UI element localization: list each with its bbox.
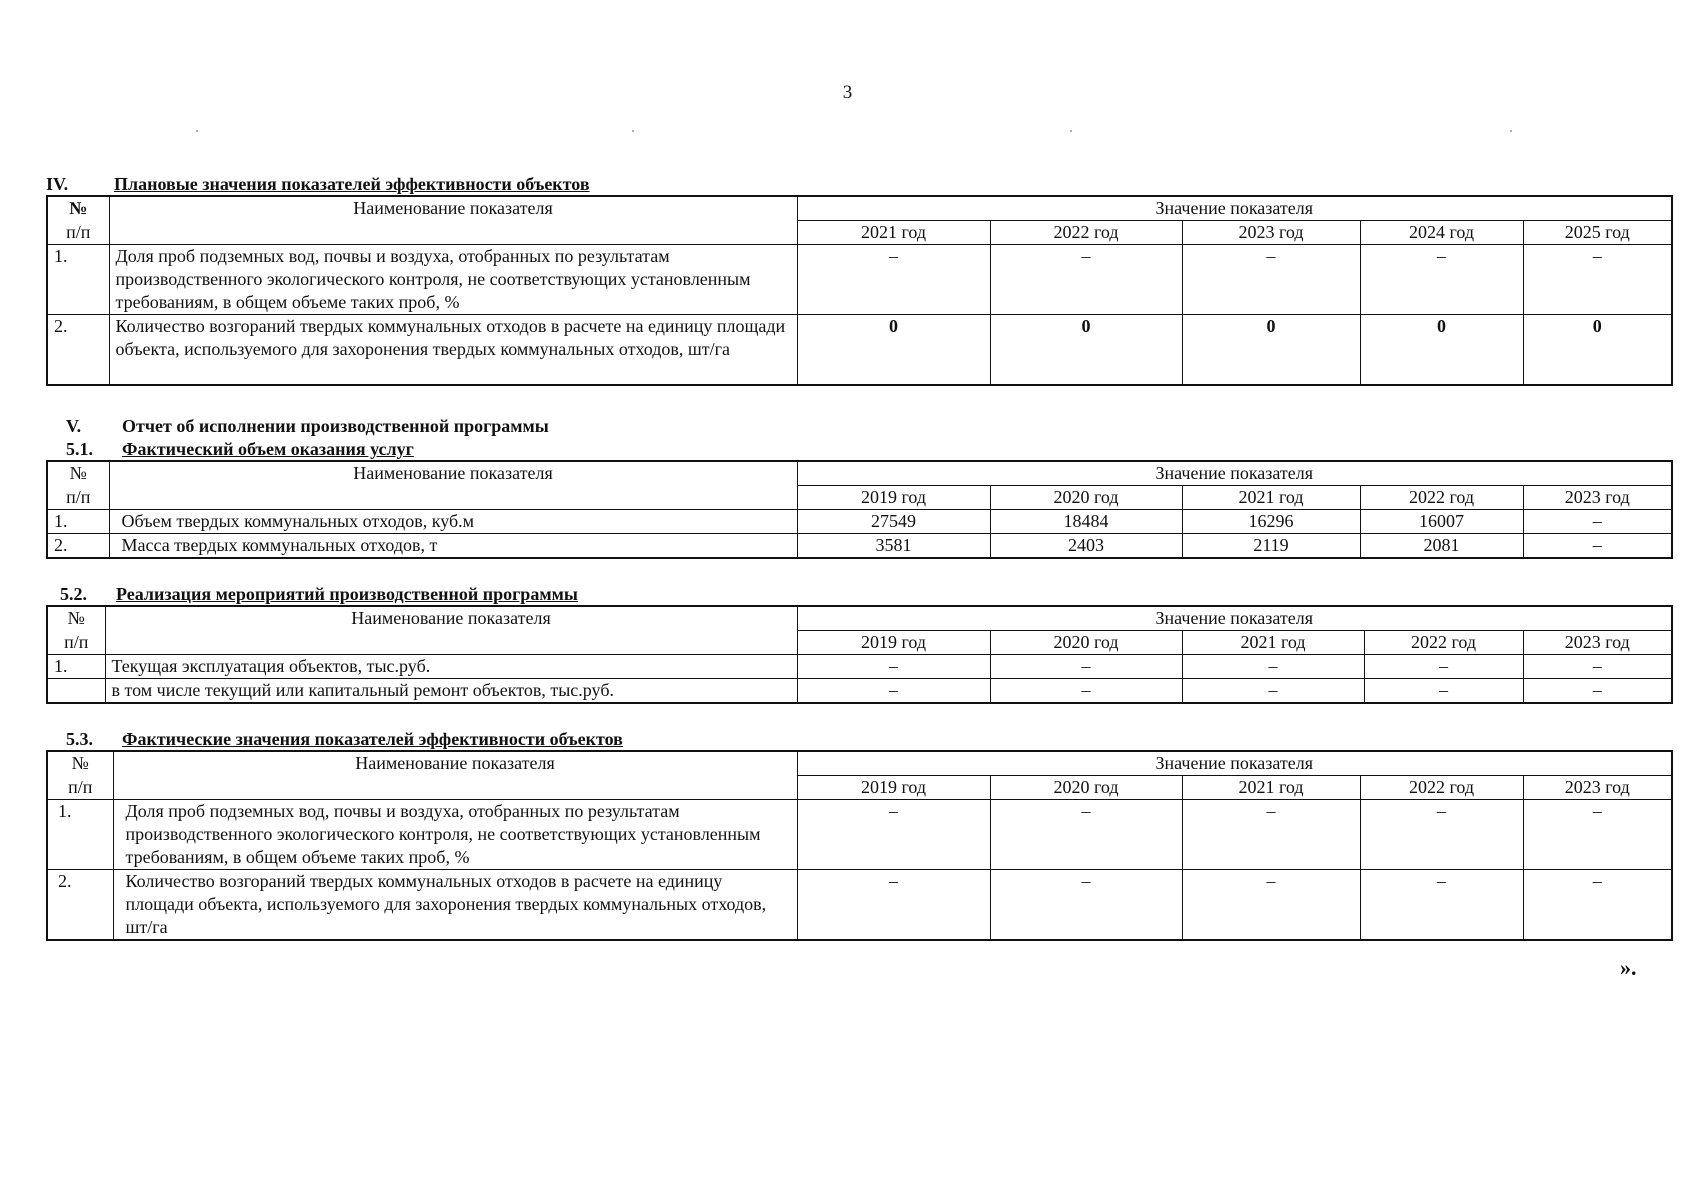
row-value: – <box>990 679 1182 704</box>
section-number: 5.3. <box>66 729 93 749</box>
section-title: Фактические значения показателей эффективности объектов <box>122 729 623 749</box>
row-value: – <box>1523 655 1672 679</box>
section-5-3 <box>46 728 1658 941</box>
year-header: 2019 год <box>797 631 990 655</box>
col-no-header-2: п/п <box>47 486 109 510</box>
row-value: – <box>1523 534 1672 559</box>
col-no-header: № <box>47 461 109 486</box>
row-value: – <box>797 870 990 941</box>
row-value: – <box>1360 870 1523 941</box>
row-number: 2. <box>47 534 109 559</box>
table-row <box>47 655 1672 679</box>
table-row <box>47 534 1672 559</box>
section-title: Реализация мероприятий производственной программы <box>116 584 578 604</box>
row-value: 27549 <box>797 510 990 534</box>
col-name-header-2 <box>109 486 797 510</box>
col-value-header: Значение показателя <box>797 606 1672 631</box>
col-name-header: Наименование показателя <box>109 461 797 486</box>
row-value: – <box>1182 679 1364 704</box>
row-value: 0 <box>797 315 990 386</box>
page-number: 3 <box>842 82 853 103</box>
table-row <box>47 679 1672 704</box>
year-header: 2021 год <box>797 221 990 245</box>
row-value: 2119 <box>1182 534 1360 559</box>
row-name: Количество возгораний твердых коммунальных отходов в расчете на единицу площади объекта, используемого для захоронения твердых коммунальных отходов, шт/га <box>109 315 797 386</box>
row-value: – <box>990 655 1182 679</box>
row-number: 1. <box>47 800 113 870</box>
year-header: 2023 год <box>1523 631 1672 655</box>
row-value: 18484 <box>990 510 1182 534</box>
row-value: 0 <box>1360 315 1523 386</box>
year-header: 2025 год <box>1523 221 1672 245</box>
row-number: 2. <box>47 315 109 386</box>
row-number: 2. <box>47 870 113 941</box>
row-name: Доля проб подземных вод, почвы и воздуха, отобранных по результатам производственного экологического контроля, не соответствующих установленным требованиям, в общем объеме таких проб, % <box>109 245 797 315</box>
col-no-header-2: п/п <box>47 776 113 800</box>
year-header: 2019 год <box>797 486 990 510</box>
table-row <box>47 870 1672 941</box>
col-name-header: Наименование показателя <box>109 196 797 221</box>
scan-dot <box>1510 130 1512 132</box>
row-value: – <box>1523 510 1672 534</box>
scan-dot <box>196 130 198 132</box>
section-number: IV. <box>46 174 69 194</box>
section-5-3-heading <box>46 728 1658 750</box>
row-value: 3581 <box>797 534 990 559</box>
row-value: – <box>797 679 990 704</box>
row-value: – <box>990 245 1182 315</box>
col-no-header-2: п/п <box>47 221 109 245</box>
row-value: 0 <box>990 315 1182 386</box>
col-name-header-2 <box>109 221 797 245</box>
row-value: 2403 <box>990 534 1182 559</box>
year-header: 2019 год <box>797 776 990 800</box>
year-header: 2022 год <box>1360 486 1523 510</box>
row-value: – <box>1182 245 1360 315</box>
row-value: – <box>1364 679 1523 704</box>
col-value-header: Значение показателя <box>797 196 1672 221</box>
section-title: Плановые значения показателей эффективности объектов <box>114 174 590 194</box>
row-value: 16296 <box>1182 510 1360 534</box>
row-name: Объем твердых коммунальных отходов, куб.м <box>109 510 797 534</box>
section-number: V. <box>66 416 82 436</box>
section-5 <box>46 415 1658 437</box>
row-value: – <box>1360 245 1523 315</box>
section-number: 5.2. <box>60 584 87 604</box>
year-header: 2020 год <box>990 776 1182 800</box>
section-5-2-heading <box>46 583 1658 605</box>
col-no-header: № <box>47 751 113 776</box>
program-measures-table <box>46 605 1673 704</box>
actual-indicators-table <box>46 750 1673 941</box>
section-title: Отчет об исполнении производственной программы <box>122 416 549 436</box>
year-header: 2023 год <box>1523 776 1672 800</box>
row-value: 2081 <box>1360 534 1523 559</box>
col-no-header: № <box>47 606 105 631</box>
table-row <box>47 245 1672 315</box>
row-number <box>47 679 105 704</box>
row-value: – <box>1523 245 1672 315</box>
row-name: Количество возгораний твердых коммунальных отходов в расчете на единицу площади объекта, используемого для захоронения твердых коммунальных отходов, шт/га <box>113 870 797 941</box>
section-5-1-heading <box>46 438 1658 460</box>
row-name: Доля проб подземных вод, почвы и воздуха, отобранных по результатам производственного экологического контроля, не соответствующих установленным требованиям, в общем объеме таких проб, % <box>113 800 797 870</box>
year-header: 2023 год <box>1182 221 1360 245</box>
col-value-header: Значение показателя <box>797 461 1672 486</box>
col-name-header: Наименование показателя <box>105 606 797 631</box>
row-value: 0 <box>1523 315 1672 386</box>
section-5-2 <box>46 583 1658 704</box>
section-5-heading <box>46 415 1658 437</box>
row-value: – <box>1360 800 1523 870</box>
row-name: в том числе текущий или капитальный ремонт объектов, тыс.руб. <box>105 679 797 704</box>
section-4 <box>46 173 1658 386</box>
row-value: – <box>990 870 1182 941</box>
row-value: – <box>1523 800 1672 870</box>
year-header: 2022 год <box>1364 631 1523 655</box>
scan-dot <box>1070 130 1072 132</box>
year-header: 2020 год <box>990 631 1182 655</box>
closing-quote: ». <box>1620 955 1637 980</box>
year-header: 2021 год <box>1182 776 1360 800</box>
year-header: 2022 год <box>990 221 1182 245</box>
row-value: – <box>797 655 990 679</box>
row-number: 1. <box>47 655 105 679</box>
col-no-header-2: п/п <box>47 631 105 655</box>
row-value: – <box>797 245 990 315</box>
year-header: 2023 год <box>1523 486 1672 510</box>
col-name-header: Наименование показателя <box>113 751 797 776</box>
year-header: 2020 год <box>990 486 1182 510</box>
year-header: 2024 год <box>1360 221 1523 245</box>
row-number: 1. <box>47 510 109 534</box>
section-title: Фактический объем оказания услуг <box>122 439 414 459</box>
section-4-heading <box>46 173 1658 195</box>
row-value: – <box>797 800 990 870</box>
col-no-header: № <box>47 196 109 221</box>
row-number: 1. <box>47 245 109 315</box>
row-value: 16007 <box>1360 510 1523 534</box>
row-value: – <box>1523 870 1672 941</box>
row-value: – <box>1364 655 1523 679</box>
row-name: Масса твердых коммунальных отходов, т <box>109 534 797 559</box>
year-header: 2021 год <box>1182 631 1364 655</box>
actual-volume-table <box>46 460 1673 559</box>
table-row <box>47 800 1672 870</box>
row-value: – <box>990 800 1182 870</box>
row-value: – <box>1182 655 1364 679</box>
planned-indicators-table <box>46 195 1673 386</box>
table-row <box>47 510 1672 534</box>
row-value: – <box>1182 800 1360 870</box>
row-value: – <box>1523 679 1672 704</box>
scan-dot <box>632 130 634 132</box>
row-value: 0 <box>1182 315 1360 386</box>
section-5-1 <box>46 438 1658 559</box>
table-row <box>47 315 1672 386</box>
section-number: 5.1. <box>66 439 93 459</box>
row-name: Текущая эксплуатация объектов, тыс.руб. <box>105 655 797 679</box>
row-value: – <box>1182 870 1360 941</box>
col-value-header: Значение показателя <box>797 751 1672 776</box>
col-name-header-2 <box>113 776 797 800</box>
year-header: 2021 год <box>1182 486 1360 510</box>
year-header: 2022 год <box>1360 776 1523 800</box>
col-name-header-2 <box>105 631 797 655</box>
